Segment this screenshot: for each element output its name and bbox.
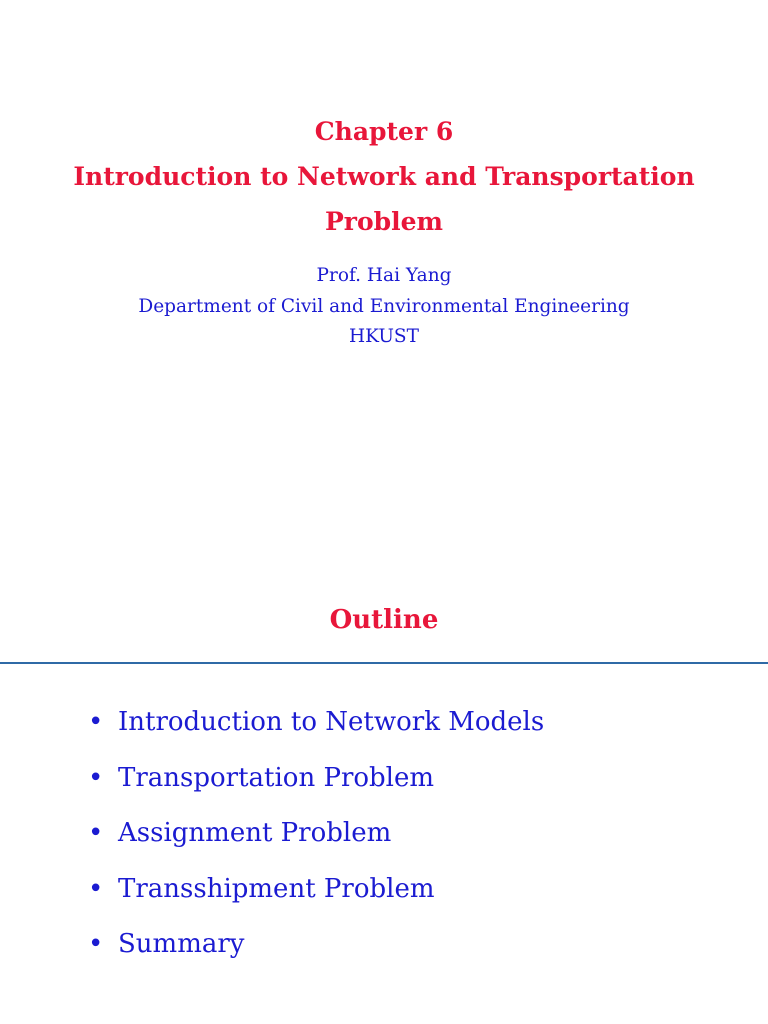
outline-item-label: Introduction to Network Models [118, 707, 545, 737]
outline-slide [0, 560, 768, 1024]
outline-item-label: Assignment Problem [118, 818, 392, 848]
institution-name: HKUST [349, 326, 419, 347]
outline-heading: Outline [329, 605, 439, 635]
outline-item-label: Transshipment Problem [118, 873, 435, 904]
department-name: Department of Civil and Environmental Engineering [138, 296, 630, 317]
chapter-title: Chapter 6 [314, 117, 454, 146]
outline-item-label: Summary [118, 929, 245, 959]
bullet-icon: • [88, 762, 104, 793]
slide-title-line-2: Problem [325, 207, 443, 236]
outline-item-label: Transportation Problem [118, 762, 435, 793]
slide-title-line-1: Introduction to Network and Transportation [73, 162, 695, 191]
author-name: Prof. Hai Yang [316, 265, 452, 286]
bullet-icon: • [88, 929, 104, 959]
bullet-icon: • [88, 707, 104, 737]
bullet-icon: • [88, 818, 104, 848]
bullet-icon: • [88, 873, 104, 904]
heading-divider [0, 662, 768, 664]
